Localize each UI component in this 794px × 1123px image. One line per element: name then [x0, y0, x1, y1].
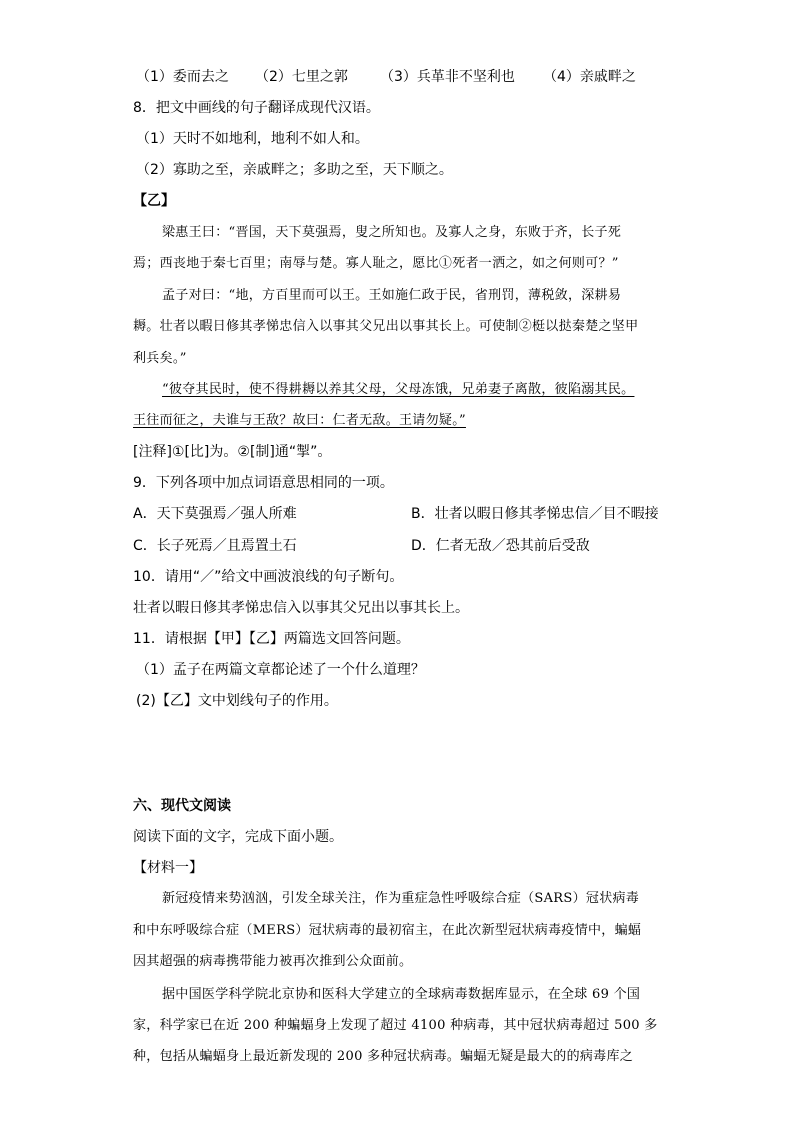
q8-item-2: （2）寡助之至，亲戚畔之；多助之至，天下顺之。 — [136, 162, 453, 178]
yi-note: [注释]①[比]为。②[制]通“掣”。 — [133, 444, 332, 460]
q8-item-1: （1）天时不如地利，地利不如人和。 — [136, 131, 369, 147]
yi-header: 【乙】 — [133, 193, 175, 209]
q11-item-1: （1）孟子在两篇文章都论述了一个什么道理？ — [136, 662, 425, 678]
yi-line-6-underlined: “彼夺其民时，使不得耕耨以养其父母，父母冻饿，兄弟妻子离散，彼陷溺其民。 — [162, 382, 635, 397]
yi-line-4: 耨。壮者以暇日修其孝悌忠信入以事其父兄出以事其长上。可使制②梃以挞秦楚之坚甲 — [133, 319, 639, 334]
q11-item-2: (2)【乙】文中划线句子的作用。 — [136, 693, 338, 709]
yi-line-7 — [133, 412, 466, 430]
q9-option-a: A．天下莫强焉／强人所难 — [133, 506, 297, 522]
q9-option-b: B．壮者以暇日修其孝悌忠信／目不暇接 — [411, 506, 659, 522]
q10-sentence: 壮者以暇日修其孝悌忠信入以事其父兄出以事其长上。 — [133, 600, 469, 616]
q7-option-1: （1）委而去之 — [136, 69, 229, 85]
q9-title: 9．下列各项中加点词语意思相同的一项。 — [133, 475, 394, 491]
q11-title: 11．请根据【甲】【乙】两篇选文回答问题。 — [133, 631, 410, 647]
q7-option-3: （3）兵革非不坚利也 — [380, 69, 515, 85]
q7-option-2: （2）七里之郭 — [255, 69, 348, 85]
yi-line-7-underlined: 王往而征之，夫谁与王敌？故曰：仁者无敌。王请勿疑。” — [133, 413, 466, 428]
material-line-1: 新冠疫情来势汹汹，引发全球关注，作为重症急性呼吸综合症（SARS）冠状病毒 — [162, 891, 640, 906]
q7-option-4: （4）亲戚畔之 — [543, 69, 636, 85]
material-line-5: 家，科学家已在近 200 种蝙蝠身上发现了超过 4100 种病毒，其中冠状病毒超过 500 多 — [133, 1018, 658, 1033]
material-line-3: 因其超强的病毒携带能力被再次推到公众面前。 — [133, 954, 413, 969]
material-line-6: 种，包括从蝙蝠身上最近新发现的 200 多种冠状病毒。蝙蝠无疑是最大的的病毒库之 — [133, 1049, 634, 1064]
q10-title: 10．请用“／”给文中画波浪线的句子断句。 — [133, 569, 404, 585]
q9-option-d: D．仁者无敌／恐其前后受敌 — [411, 538, 590, 554]
section6-material-header: 【材料一】 — [133, 860, 203, 876]
yi-line-2: 焉；西丧地于秦七百里；南辱与楚。寡人耻之，愿比①死者一洒之，如之何则可？” — [133, 256, 619, 271]
yi-line-1: 梁惠王曰：“晋国，天下莫强焉，叟之所知也。及寡人之身，东败于齐，长子死 — [162, 225, 622, 240]
section6-title: 六、现代文阅读 — [133, 798, 231, 814]
material-line-2: 和中东呼吸综合症（MERS）冠状病毒的最初宿主，在此次新型冠状病毒疫情中，蝙蝠 — [133, 923, 642, 938]
q9-option-c: C．长子死焉／且焉置土石 — [133, 538, 297, 554]
yi-line-3: 孟子对曰：“地，方百里而可以王。王如施仁政于民，省刑罚，薄税敛，深耕易 — [162, 288, 622, 303]
section6-intro: 阅读下面的文字，完成下面小题。 — [133, 829, 343, 845]
q8-title: 8．把文中画线的句子翻译成现代汉语。 — [133, 100, 380, 116]
yi-line-5: 利兵矣。” — [133, 351, 187, 366]
material-line-4: 据中国医学科学院北京协和医科大学建立的全球病毒数据库显示，在全球 69 个国 — [162, 987, 641, 1002]
